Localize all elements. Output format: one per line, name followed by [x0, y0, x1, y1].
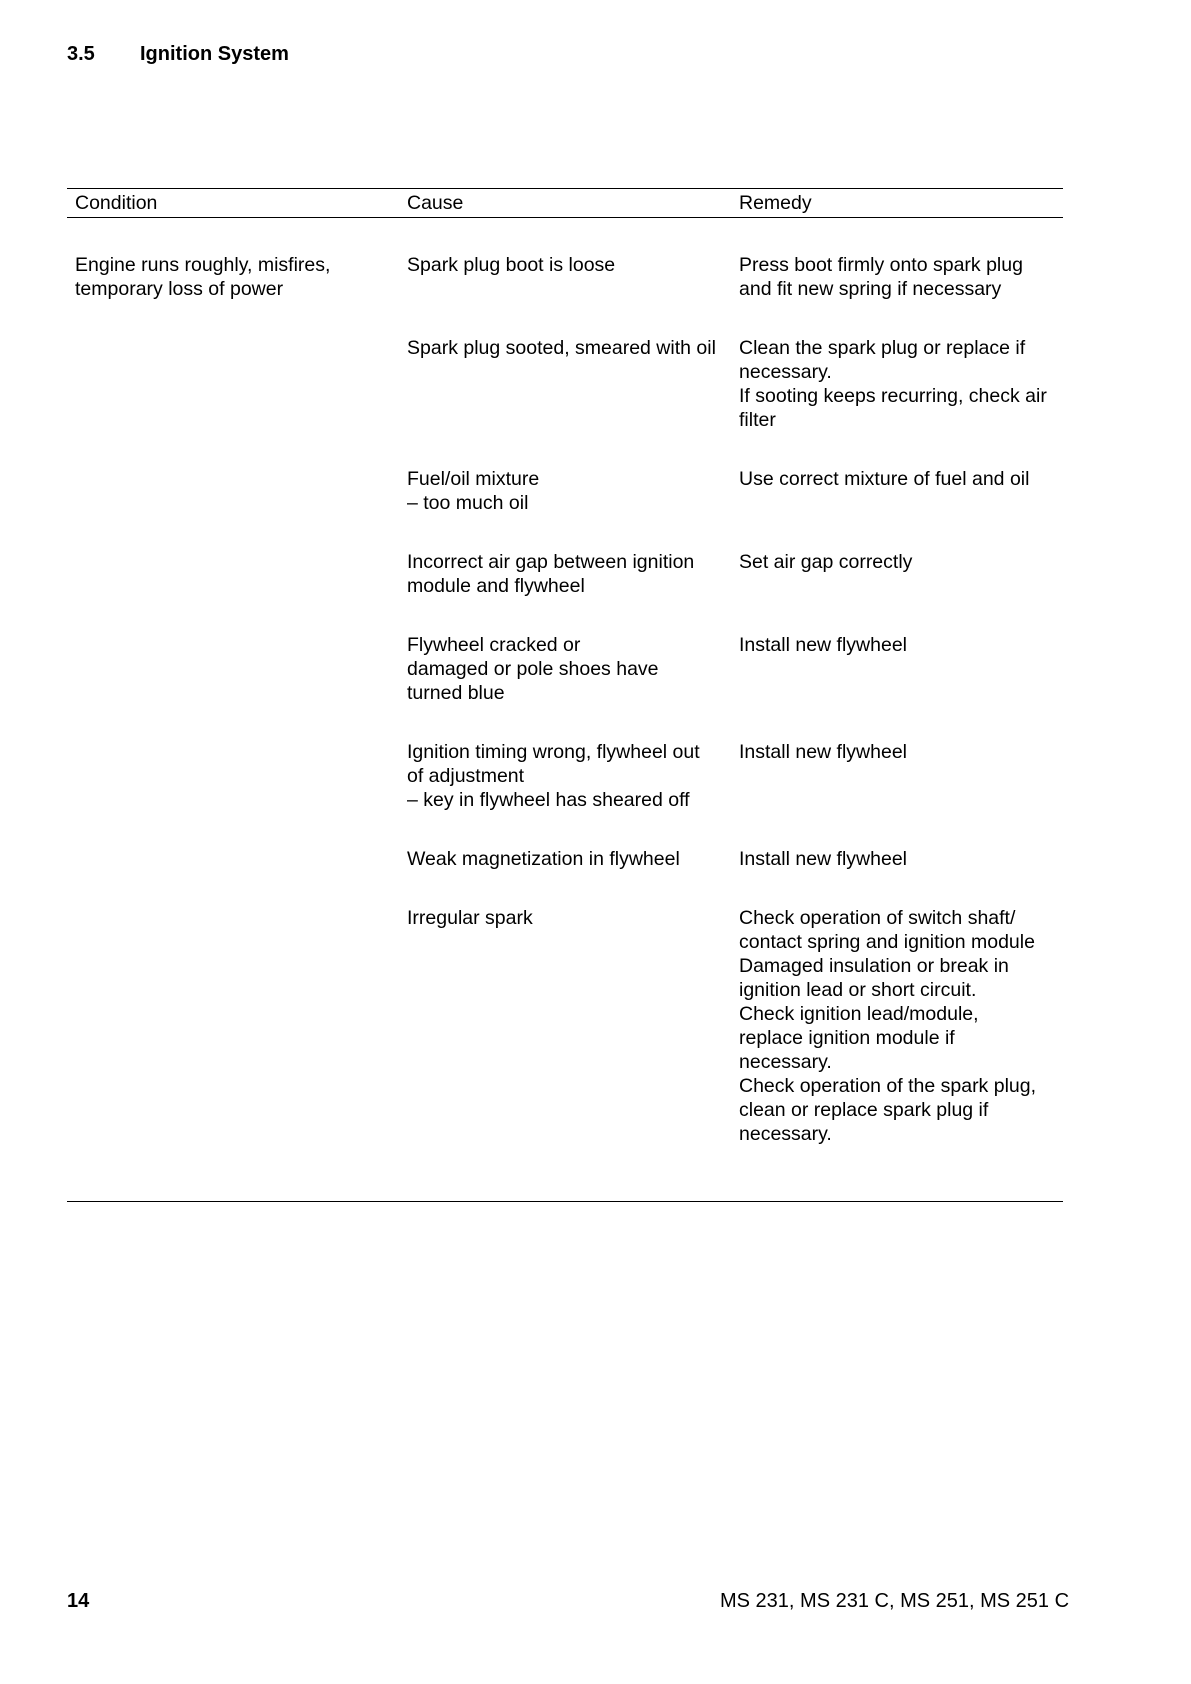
remedy-cell — [731, 467, 1063, 515]
remedy-cell — [731, 336, 1063, 432]
cause-line: Ignition timing wrong, flywheel out — [407, 741, 700, 763]
remedy-line: Install new flywheel — [739, 634, 907, 656]
cause-line: Weak magnetization in flywheel — [407, 848, 680, 870]
cause-line: turned blue — [407, 682, 505, 704]
remedy-line: Check ignition lead/module, — [739, 1003, 979, 1025]
remedy-line: Press boot firmly onto spark plug — [739, 254, 1023, 276]
cause-cell — [399, 467, 731, 515]
remedy-cell — [731, 906, 1063, 1146]
table-row — [399, 336, 1063, 432]
cause-line: Flywheel cracked or — [407, 634, 581, 656]
table-row — [399, 467, 1063, 515]
remedy-line: Install new flywheel — [739, 848, 907, 870]
header-cause: Cause — [407, 192, 464, 214]
remedy-line: Damaged insulation or break in — [739, 955, 1009, 977]
table-row — [399, 550, 1063, 598]
header-condition: Condition — [75, 192, 158, 214]
condition-cell — [67, 253, 399, 1146]
remedy-line: necessary. — [739, 1051, 832, 1073]
remedy-cell — [731, 847, 1063, 871]
cause-cell — [399, 740, 731, 812]
remedy-cell — [731, 633, 1063, 705]
condition-line: temporary loss of power — [75, 278, 284, 300]
table-header-row — [67, 189, 1063, 218]
remedy-line: contact spring and ignition module — [739, 931, 1035, 953]
page-number: 14 — [67, 1590, 90, 1612]
cause-cell — [399, 253, 731, 301]
table-row — [399, 633, 1063, 705]
cause-line: Irregular spark — [407, 907, 533, 929]
cause-line: Spark plug boot is loose — [407, 254, 616, 276]
remedy-line: and fit new spring if necessary — [739, 278, 1002, 300]
cause-line: Fuel/oil mixture — [407, 468, 540, 490]
table-body — [67, 218, 1063, 1201]
remedy-line: ignition lead or short circuit. — [739, 979, 977, 1001]
table-row — [399, 253, 1063, 301]
section-title: Ignition System — [140, 43, 289, 65]
cause-remedy-list — [399, 253, 1063, 1146]
table-row — [399, 906, 1063, 1146]
cause-line: Spark plug sooted, smeared with oil — [407, 337, 716, 359]
cause-cell — [399, 550, 731, 598]
remedy-line: Use correct mixture of fuel and oil — [739, 468, 1030, 490]
cause-line: module and flywheel — [407, 575, 585, 597]
cause-line: – key in flywheel has sheared off — [407, 789, 690, 811]
cause-cell — [399, 336, 731, 432]
remedy-line: If sooting keeps recurring, check air — [739, 385, 1047, 407]
remedy-line: Set air gap correctly — [739, 551, 913, 573]
model-list: MS 231, MS 231 C, MS 251, MS 251 C — [720, 1590, 1070, 1612]
section-heading — [67, 42, 289, 66]
remedy-line: clean or replace spark plug if — [739, 1099, 989, 1121]
table-row — [399, 740, 1063, 812]
cause-cell — [399, 633, 731, 705]
cause-line: damaged or pole shoes have — [407, 658, 659, 680]
cause-line: of adjustment — [407, 765, 525, 787]
table-row — [399, 847, 1063, 871]
remedy-cell — [731, 550, 1063, 598]
header-remedy: Remedy — [739, 192, 812, 214]
cause-cell — [399, 906, 731, 1146]
remedy-line: necessary. — [739, 1123, 832, 1145]
remedy-cell — [731, 740, 1063, 812]
remedy-line: necessary. — [739, 361, 832, 383]
remedy-line: Install new flywheel — [739, 741, 907, 763]
cause-line: – too much oil — [407, 492, 529, 514]
remedy-line: filter — [739, 409, 776, 431]
cause-cell — [399, 847, 731, 871]
troubleshooting-table — [67, 188, 1063, 1202]
remedy-line: replace ignition module if — [739, 1027, 955, 1049]
remedy-cell — [731, 253, 1063, 301]
cause-line: Incorrect air gap between ignition — [407, 551, 695, 573]
remedy-line: Check operation of the spark plug, — [739, 1075, 1037, 1097]
remedy-line: Check operation of switch shaft/ — [739, 907, 1016, 929]
section-number: 3.5 — [67, 43, 95, 65]
remedy-line: Clean the spark plug or replace if — [739, 337, 1026, 359]
condition-line: Engine runs roughly, misfires, — [75, 254, 331, 276]
